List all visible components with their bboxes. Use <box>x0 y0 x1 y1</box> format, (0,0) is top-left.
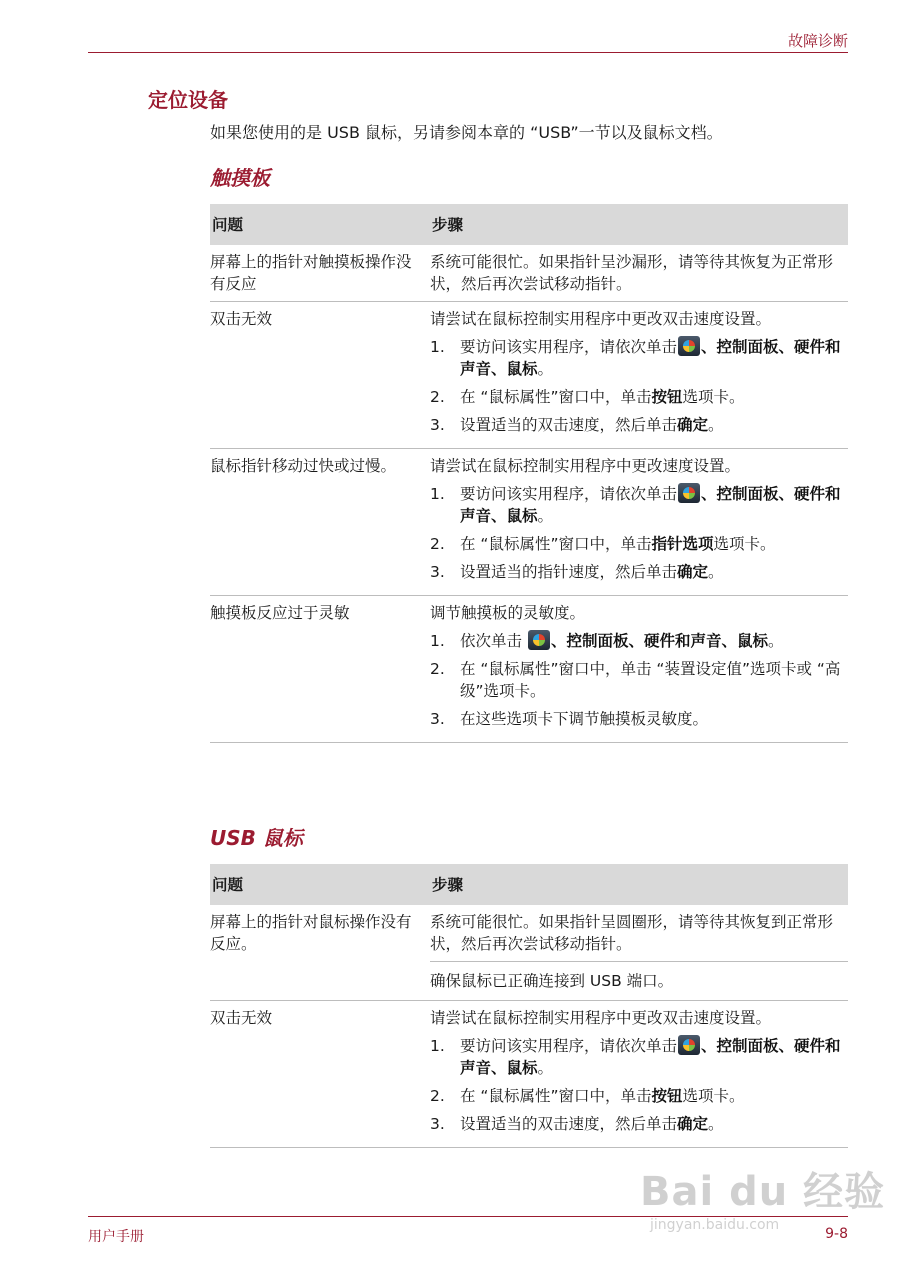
watermark-url: jingyan.baidu.com <box>650 1217 780 1233</box>
step-bold: 、控制面板、硬件和声音、鼠标 <box>550 632 768 650</box>
step-text: 选项卡。 <box>713 535 776 553</box>
problem-cell: 屏幕上的指针对触摸板操作没有反应 <box>210 245 430 302</box>
step-text: 在 “鼠标属性”窗口中，单击 <box>460 1087 652 1105</box>
watermark-brand: Bai du 经验 <box>640 1169 886 1215</box>
step-bold: 指针选项 <box>651 535 714 553</box>
step-number: 2. <box>430 388 445 406</box>
step-text: 在 “鼠标属性”窗口中，单击 “装置设定值”选项卡或 “高级”选项卡。 <box>460 660 841 700</box>
steps-cell <box>430 449 848 596</box>
step-number: 2. <box>430 660 445 678</box>
step-number: 1. <box>430 1037 445 1055</box>
step-number: 3. <box>430 1115 445 1133</box>
step-number: 2. <box>430 535 445 553</box>
step-text: 。 <box>537 1059 554 1077</box>
steps-cell <box>430 596 848 743</box>
windows-start-icon <box>678 1035 700 1055</box>
step-bold: 按钮 <box>651 1087 683 1105</box>
col-steps: 步骤 <box>430 204 848 245</box>
list-item <box>430 336 846 380</box>
step-text: 要访问该实用程序，请依次单击 <box>460 485 678 503</box>
list-item <box>430 708 846 730</box>
step-text: 。 <box>537 360 554 378</box>
steps-text: 调节触摸板的灵敏度。 <box>430 604 586 622</box>
problem-cell: 鼠标指针移动过快或过慢。 <box>210 449 430 596</box>
step-number: 1. <box>430 338 445 356</box>
touchpad-table <box>210 204 848 743</box>
steps-text: 请尝试在鼠标控制实用程序中更改双击速度设置。 <box>430 310 772 328</box>
watermark <box>640 1160 885 1233</box>
usb-mouse-title: USB 鼠标 <box>210 826 303 850</box>
step-text: 。 <box>537 507 554 525</box>
problem-cell: 触摸板反应过于灵敏 <box>210 596 430 743</box>
step-text: 设置适当的指针速度，然后单击 <box>460 563 678 581</box>
step-bold: 、控制面板、硬件和声音、鼠标 <box>460 1037 841 1077</box>
step-text: 设置适当的双击速度，然后单击 <box>460 416 678 434</box>
list-item <box>430 533 846 555</box>
problem-cell: 双击无效 <box>210 1001 430 1148</box>
step-text: 。 <box>708 563 724 581</box>
step-text: 依次单击 <box>460 632 527 650</box>
step-text: 在 “鼠标属性”窗口中，单击 <box>460 388 652 406</box>
steps-text: 请尝试在鼠标控制实用程序中更改双击速度设置。 <box>430 1009 772 1027</box>
footer-manual-label: 用户手册 <box>88 1229 144 1245</box>
steps-cell <box>430 1001 848 1148</box>
step-number: 2. <box>430 1087 445 1105</box>
step-text: 。 <box>767 632 784 650</box>
table-header <box>210 864 848 905</box>
step-text: 。 <box>708 416 724 434</box>
steps-cell <box>430 302 848 449</box>
step-text: 在 “鼠标属性”窗口中，单击 <box>460 535 652 553</box>
step-number: 3. <box>430 563 445 581</box>
footer-divider <box>88 1216 848 1217</box>
section-title: 定位设备 <box>148 88 228 112</box>
table-row <box>210 596 848 743</box>
list-item <box>430 386 846 408</box>
step-text: 选项卡。 <box>682 1087 745 1105</box>
usb-mouse-table <box>210 864 848 1148</box>
chapter-title: 故障诊断 <box>787 32 848 50</box>
steps-list <box>430 1035 846 1135</box>
steps-list <box>430 630 846 730</box>
table-row <box>210 449 848 596</box>
windows-start-icon <box>678 336 700 356</box>
touchpad-title: 触摸板 <box>210 166 270 190</box>
list-item <box>430 1085 846 1107</box>
table-row <box>210 905 848 962</box>
step-number: 3. <box>430 416 445 434</box>
windows-start-icon <box>678 483 700 503</box>
list-item <box>430 1035 846 1079</box>
step-text: 选项卡。 <box>682 388 745 406</box>
list-item <box>430 414 846 436</box>
step-bold: 确定 <box>677 1115 709 1133</box>
step-bold: 按钮 <box>651 388 683 406</box>
list-item <box>430 561 846 583</box>
table-row <box>210 302 848 449</box>
page-number: 9-8 <box>825 1226 848 1242</box>
table-header <box>210 204 848 245</box>
step-number: 1. <box>430 485 445 503</box>
step-bold: 、控制面板、硬件和声音、鼠标 <box>460 338 841 378</box>
col-problem: 问题 <box>210 204 430 245</box>
step-bold: 、控制面板、硬件和声音、鼠标 <box>460 485 841 525</box>
steps-cell: 系统可能很忙。如果指针呈沙漏形，请等待其恢复为正常形状，然后再次尝试移动指针。 <box>430 245 848 302</box>
col-problem: 问题 <box>210 864 430 905</box>
step-text: 。 <box>708 1115 724 1133</box>
table-row <box>210 1001 848 1148</box>
step-number: 1. <box>430 632 445 650</box>
steps-cell: 系统可能很忙。如果指针呈圆圈形，请等待其恢复到正常形状，然后再次尝试移动指针。 <box>430 913 834 953</box>
problem-cell: 双击无效 <box>210 302 430 449</box>
table-row <box>210 245 848 302</box>
list-item <box>430 630 846 652</box>
list-item <box>430 1113 846 1135</box>
step-bold: 确定 <box>677 563 709 581</box>
header-divider <box>88 52 848 53</box>
steps-text: 请尝试在鼠标控制实用程序中更改速度设置。 <box>430 457 741 475</box>
step-text: 设置适当的双击速度，然后单击 <box>460 1115 678 1133</box>
windows-start-icon <box>528 630 550 650</box>
steps-list <box>430 483 846 583</box>
step-text: 在这些选项卡下调节触摸板灵敏度。 <box>460 710 709 728</box>
list-item <box>430 658 846 702</box>
step-bold: 确定 <box>677 416 709 434</box>
step-text: 要访问该实用程序，请依次单击 <box>460 1037 678 1055</box>
list-item <box>430 483 846 527</box>
steps-list <box>430 336 846 436</box>
step-text: 要访问该实用程序，请依次单击 <box>460 338 678 356</box>
section-intro: 如果您使用的是 USB 鼠标，另请参阅本章的 “USB”一节以及鼠标文档。 <box>210 123 723 142</box>
col-steps: 步骤 <box>430 864 848 905</box>
problem-cell: 屏幕上的指针对鼠标操作没有反应。 <box>210 905 430 1001</box>
steps-cell: 确保鼠标已正确连接到 USB 端口。 <box>430 962 848 1001</box>
step-number: 3. <box>430 710 445 728</box>
